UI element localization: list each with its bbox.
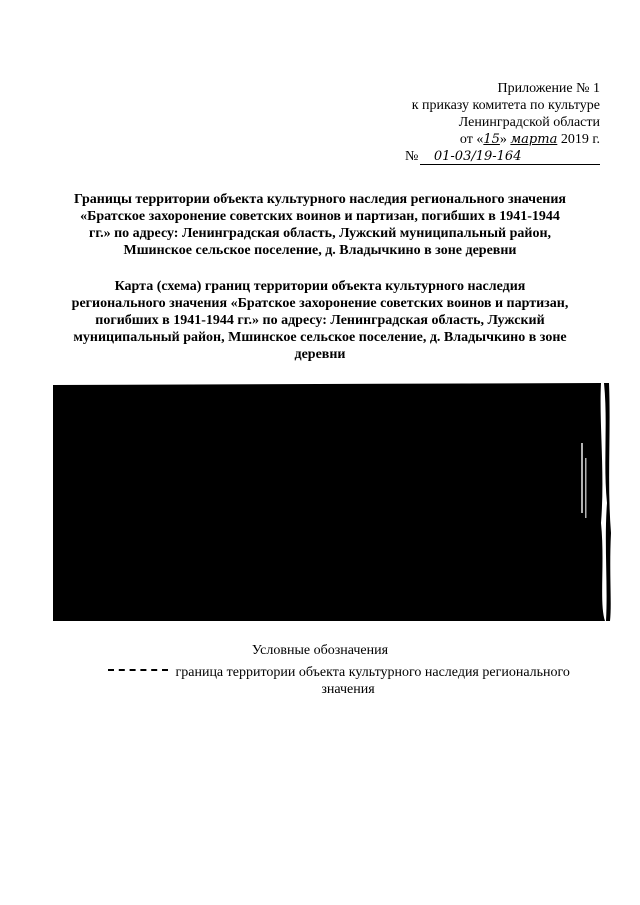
dashed-line-icon [108, 669, 168, 671]
date-prefix: от « [459, 132, 484, 147]
map-title: Карта (схема) границ территории объекта культурного наследия регионального значения «Братское захоронение советских воинов и партизан, погибших в 1941-1944 гг.» по адресу: Ленинградская область, Лужский муниципальный район, Мшинское сельское поселение, д. Владычкино в зоне деревни [71, 279, 569, 362]
number-value: 01-03/19-164 [433, 149, 522, 164]
legend-item-boundary [108, 664, 588, 698]
legend-item-label-cont: значения [321, 682, 375, 697]
map-edge-strip [604, 383, 611, 621]
date-day: 15 [483, 132, 500, 147]
order-reference: к приказу комитета по культуре [411, 98, 600, 113]
order-number [360, 148, 600, 165]
region-name: Ленинградской области [458, 115, 600, 130]
map-blackout [53, 383, 605, 621]
document-title: Границы территории объекта культурного наследия регионального значения «Братское захоронение советских воинов и партизан, погибших в 1941-1944 гг.» по адресу: Ленинградская область, Лужский муниципальный район, Мшинское сельское поселение, д. Владычкино в зоне деревни [73, 192, 566, 258]
legend-title: Условные обозначения [251, 643, 389, 658]
appendix-number: Приложение № 1 [497, 81, 600, 96]
order-date [360, 131, 600, 148]
date-month: марта [510, 132, 558, 147]
appendix-header [360, 80, 600, 165]
redacted-map [53, 383, 613, 621]
number-underline [420, 164, 600, 165]
number-prefix: № [405, 149, 419, 164]
date-year: 2019 г. [560, 132, 600, 147]
date-mid: » [499, 132, 507, 147]
legend-item-label: граница территории объекта культурного наследия регионального [175, 665, 570, 680]
